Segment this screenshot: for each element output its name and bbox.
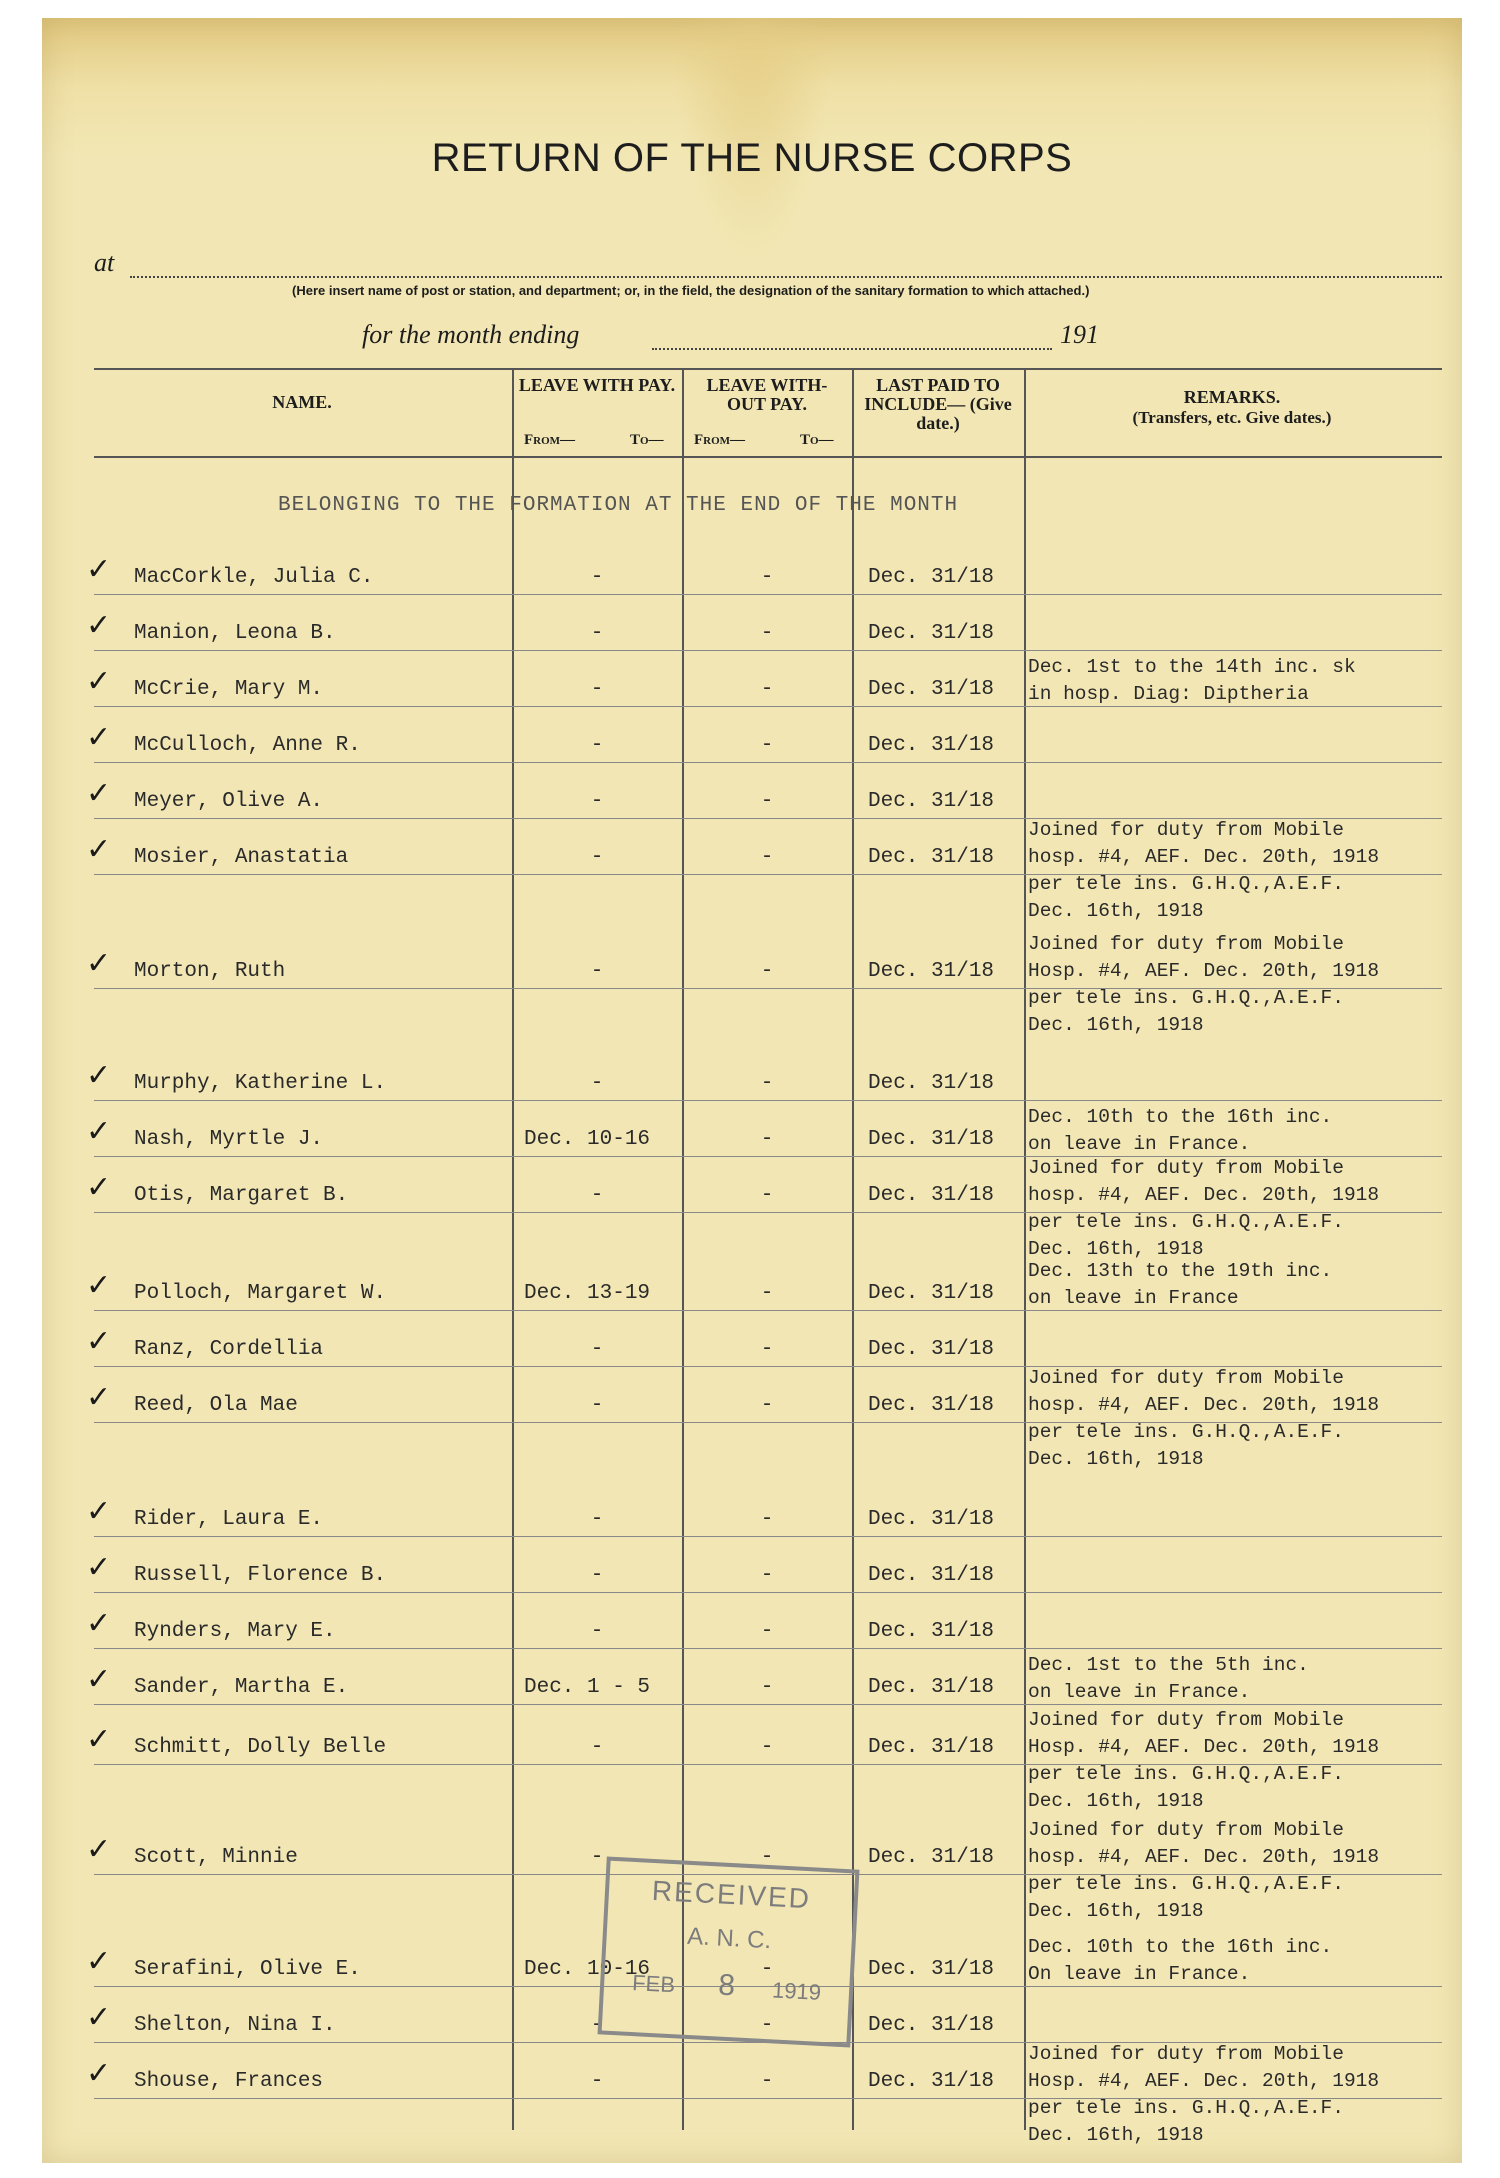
nurse-name: Scott, Minnie	[134, 1846, 298, 1869]
checkmark-icon: ✓	[86, 1832, 112, 1867]
section-label: BELONGING TO THE FORMATION AT THE END OF THE MONTH	[278, 494, 959, 517]
checkmark-icon: ✓	[86, 552, 112, 587]
stamp-line2: A. N. C.	[686, 1922, 772, 1955]
nurse-name: Murphy, Katherine L.	[134, 1072, 387, 1095]
leave-without-pay: -	[760, 1128, 774, 1151]
checkmark-icon: ✓	[86, 1944, 112, 1979]
checkmark-icon: ✓	[86, 2056, 112, 2091]
leave-without-pay: -	[760, 1072, 774, 1095]
col-divider	[512, 370, 514, 2130]
header-last-paid: LAST PAID TO INCLUDE— (Give date.)	[864, 375, 1012, 433]
header-to: To—	[800, 432, 834, 448]
nurse-name: Manion, Leona B.	[134, 622, 336, 645]
last-paid-date: Dec. 31/18	[868, 790, 995, 813]
remarks-line: per tele ins. G.H.Q.,A.E.F.	[1028, 1873, 1344, 1895]
row-rule	[94, 1764, 1442, 1765]
instruction-note: (Here insert name of post or station, and department; or, in the field, the designation of the sanitary formation to which attached.)	[292, 283, 1090, 298]
leave-with-pay: -	[590, 2014, 604, 2037]
nurse-name: Nash, Myrtle J.	[134, 1128, 324, 1151]
checkmark-icon: ✓	[86, 1494, 112, 1529]
remarks-line: on leave in France	[1028, 1287, 1239, 1309]
row-rule	[94, 1648, 1442, 1649]
leave-with-pay: -	[590, 1508, 604, 1531]
leave-without-pay: -	[760, 678, 774, 701]
remarks-line: on leave in France.	[1028, 1133, 1251, 1155]
leave-without-pay: -	[760, 566, 774, 589]
nurse-name: Sander, Martha E.	[134, 1676, 349, 1699]
header-leave-without-pay: LEAVE WITH- OUT PAY.	[706, 375, 828, 414]
checkmark-icon: ✓	[86, 1324, 112, 1359]
month-line	[652, 348, 1052, 350]
leave-without-pay: -	[760, 790, 774, 813]
row-rule	[94, 1422, 1442, 1423]
leave-with-pay: -	[590, 1620, 604, 1643]
remarks-line: Joined for duty from Mobile	[1028, 1709, 1344, 1731]
header-from: From—	[694, 432, 746, 448]
remarks-line: Dec. 10th to the 16th inc.	[1028, 1106, 1333, 1128]
last-paid-date: Dec. 31/18	[868, 2014, 995, 2037]
last-paid-date: Dec. 31/18	[868, 566, 995, 589]
checkmark-icon: ✓	[86, 1170, 112, 1205]
leave-with-pay: -	[590, 678, 604, 701]
last-paid-date: Dec. 31/18	[868, 1676, 995, 1699]
header-remarks: REMARKS.	[1183, 387, 1281, 407]
last-paid-date: Dec. 31/18	[868, 1508, 995, 1531]
leave-with-pay: -	[590, 734, 604, 757]
last-paid-date: Dec. 31/18	[868, 846, 995, 869]
leave-with-pay: Dec. 10-16	[524, 1958, 651, 1981]
leave-with-pay: Dec. 13-19	[524, 1282, 651, 1305]
remarks-line: in hosp. Diag: Diptheria	[1028, 683, 1309, 705]
row-rule	[94, 874, 1442, 875]
leave-with-pay: -	[590, 2070, 604, 2093]
remarks-line: Dec. 16th, 1918	[1028, 1900, 1204, 1922]
at-label: at	[94, 248, 115, 277]
year-prefix: 191	[1060, 320, 1099, 349]
leave-without-pay: -	[760, 1564, 774, 1587]
checkmark-icon: ✓	[86, 608, 112, 643]
nurse-name: Shouse, Frances	[134, 2070, 324, 2093]
leave-with-pay: -	[590, 1072, 604, 1095]
nurse-name: Rynders, Mary E.	[134, 1620, 336, 1643]
checkmark-icon: ✓	[86, 1268, 112, 1303]
last-paid-date: Dec. 31/18	[868, 1184, 995, 1207]
header-bottom-rule	[94, 456, 1442, 458]
remarks-line: Hosp. #4, AEF. Dec. 20th, 1918	[1028, 2070, 1380, 2092]
leave-without-pay: -	[760, 846, 774, 869]
leave-without-pay: -	[760, 1736, 774, 1759]
remarks-line: Dec. 16th, 1918	[1028, 2124, 1204, 2146]
header-to: To—	[630, 432, 664, 448]
last-paid-date: Dec. 31/18	[868, 1736, 995, 1759]
leave-without-pay: -	[760, 960, 774, 983]
row-rule	[94, 2098, 1442, 2099]
remarks-line: hosp. #4, AEF. Dec. 20th, 1918	[1028, 846, 1380, 868]
leave-without-pay: -	[760, 1958, 774, 1981]
nurse-name: Mosier, Anastatia	[134, 846, 349, 869]
last-paid-date: Dec. 31/18	[868, 1620, 995, 1643]
remarks-line: Dec. 16th, 1918	[1028, 1238, 1204, 1260]
nurse-name: McCrie, Mary M.	[134, 678, 324, 701]
stamp-day: 8	[717, 1968, 736, 2003]
remarks-line: hosp. #4, AEF. Dec. 20th, 1918	[1028, 1846, 1380, 1868]
remarks-line: per tele ins. G.H.Q.,A.E.F.	[1028, 987, 1344, 1009]
remarks-line: Hosp. #4, AEF. Dec. 20th, 1918	[1028, 960, 1380, 982]
last-paid-date: Dec. 31/18	[868, 678, 995, 701]
leave-without-pay: -	[760, 1508, 774, 1531]
remarks-line: Joined for duty from Mobile	[1028, 819, 1344, 841]
month-label: for the month ending	[362, 320, 580, 349]
leave-with-pay: Dec. 10-16	[524, 1128, 651, 1151]
remarks-line: Joined for duty from Mobile	[1028, 933, 1344, 955]
leave-without-pay: -	[760, 2070, 774, 2093]
remarks-line: Joined for duty from Mobile	[1028, 2043, 1344, 2065]
leave-without-pay: -	[760, 1676, 774, 1699]
last-paid-date: Dec. 31/18	[868, 1846, 995, 1869]
remarks-line: per tele ins. G.H.Q.,A.E.F.	[1028, 1421, 1344, 1443]
leave-without-pay: -	[760, 2014, 774, 2037]
table-top-rule	[94, 368, 1442, 370]
leave-with-pay: -	[590, 846, 604, 869]
checkmark-icon: ✓	[86, 1114, 112, 1149]
leave-with-pay: -	[590, 1338, 604, 1361]
checkmark-icon: ✓	[86, 1722, 112, 1757]
leave-with-pay: Dec. 1 - 5	[524, 1676, 651, 1699]
nurse-name: Schmitt, Dolly Belle	[134, 1736, 387, 1759]
checkmark-icon: ✓	[86, 1550, 112, 1585]
remarks-line: per tele ins. G.H.Q.,A.E.F.	[1028, 2097, 1344, 2119]
leave-without-pay: -	[760, 1184, 774, 1207]
row-rule	[94, 1704, 1442, 1705]
leave-with-pay: -	[590, 1846, 604, 1869]
last-paid-date: Dec. 31/18	[868, 1282, 995, 1305]
remarks-line: on leave in France.	[1028, 1681, 1251, 1703]
nurse-name: Rider, Laura E.	[134, 1508, 324, 1531]
remarks-line: Dec. 16th, 1918	[1028, 1014, 1204, 1036]
nurse-name: Russell, Florence B.	[134, 1564, 387, 1587]
remarks-line: Dec. 13th to the 19th inc.	[1028, 1260, 1333, 1282]
remarks-line: Joined for duty from Mobile	[1028, 1367, 1344, 1389]
nurse-name: Morton, Ruth	[134, 960, 286, 983]
col-divider	[852, 370, 854, 2130]
checkmark-icon: ✓	[86, 832, 112, 867]
header-from: From—	[524, 432, 576, 448]
remarks-line: per tele ins. G.H.Q.,A.E.F.	[1028, 1211, 1344, 1233]
last-paid-date: Dec. 31/18	[868, 734, 995, 757]
last-paid-date: Dec. 31/18	[868, 1072, 995, 1095]
checkmark-icon: ✓	[86, 1380, 112, 1415]
leave-with-pay: -	[590, 1736, 604, 1759]
leave-with-pay: -	[590, 790, 604, 813]
leave-with-pay: -	[590, 566, 604, 589]
station-line	[130, 276, 1442, 278]
last-paid-date: Dec. 31/18	[868, 960, 995, 983]
stamp-line1: RECEIVED	[651, 1874, 812, 1915]
last-paid-date: Dec. 31/18	[868, 1338, 995, 1361]
nurse-name: Serafini, Olive E.	[134, 1958, 361, 1981]
leave-with-pay: -	[590, 1184, 604, 1207]
nurse-name: Ranz, Cordellia	[134, 1338, 324, 1361]
remarks-line: Dec. 1st to the 5th inc.	[1028, 1654, 1309, 1676]
checkmark-icon: ✓	[86, 2000, 112, 2035]
row-rule	[94, 1536, 1442, 1537]
leave-with-pay: -	[590, 622, 604, 645]
remarks-line: Joined for duty from Mobile	[1028, 1157, 1344, 1179]
col-divider	[1024, 370, 1026, 2130]
leave-without-pay: -	[760, 1620, 774, 1643]
last-paid-date: Dec. 31/18	[868, 2070, 995, 2093]
row-rule	[94, 1592, 1442, 1593]
stamp-year: 1919	[771, 1977, 822, 2005]
row-rule	[94, 706, 1442, 707]
remarks-line: Hosp. #4, AEF. Dec. 20th, 1918	[1028, 1736, 1380, 1758]
remarks-line: hosp. #4, AEF. Dec. 20th, 1918	[1028, 1184, 1380, 1206]
leave-with-pay: -	[590, 1394, 604, 1417]
received-stamp	[598, 1857, 860, 2048]
remarks-line: Dec. 10th to the 16th inc.	[1028, 1936, 1333, 1958]
nurse-name: Polloch, Margaret W.	[134, 1282, 387, 1305]
checkmark-icon: ✓	[86, 1058, 112, 1093]
row-rule	[94, 1310, 1442, 1311]
checkmark-icon: ✓	[86, 720, 112, 755]
remarks-line: Dec. 16th, 1918	[1028, 1790, 1204, 1812]
checkmark-icon: ✓	[86, 1606, 112, 1641]
nurse-name: Meyer, Olive A.	[134, 790, 324, 813]
remarks-line: Dec. 1st to the 14th inc. sk	[1028, 656, 1356, 678]
remarks-line: per tele ins. G.H.Q.,A.E.F.	[1028, 873, 1344, 895]
checkmark-icon: ✓	[86, 1662, 112, 1697]
remarks-line: On leave in France.	[1028, 1963, 1251, 1985]
last-paid-date: Dec. 31/18	[868, 1564, 995, 1587]
leave-without-pay: -	[760, 1338, 774, 1361]
leave-without-pay: -	[760, 1282, 774, 1305]
checkmark-icon: ✓	[86, 776, 112, 811]
row-rule	[94, 988, 1442, 989]
remarks-line: per tele ins. G.H.Q.,A.E.F.	[1028, 1763, 1344, 1785]
last-paid-date: Dec. 31/18	[868, 622, 995, 645]
last-paid-date: Dec. 31/18	[868, 1128, 995, 1151]
leave-without-pay: -	[760, 622, 774, 645]
leave-without-pay: -	[760, 1846, 774, 1869]
row-rule	[94, 1212, 1442, 1213]
document-sheet	[42, 18, 1462, 2163]
row-rule	[94, 1100, 1442, 1101]
leave-with-pay: -	[590, 960, 604, 983]
row-rule	[94, 650, 1442, 651]
row-rule	[94, 594, 1442, 595]
checkmark-icon: ✓	[86, 946, 112, 981]
header-leave-with-pay: LEAVE WITH PAY.	[518, 375, 676, 395]
leave-with-pay: -	[590, 1564, 604, 1587]
header-name: NAME.	[272, 392, 332, 412]
form-title: RETURN OF THE NURSE CORPS	[431, 136, 1073, 180]
remarks-line: hosp. #4, AEF. Dec. 20th, 1918	[1028, 1394, 1380, 1416]
nurse-name: Reed, Ola Mae	[134, 1394, 298, 1417]
checkmark-icon: ✓	[86, 664, 112, 699]
last-paid-date: Dec. 31/18	[868, 1394, 995, 1417]
remarks-line: Dec. 16th, 1918	[1028, 1448, 1204, 1470]
header-remarks-sub: (Transfers, etc. Give dates.)	[1132, 408, 1332, 427]
nurse-name: Otis, Margaret B.	[134, 1184, 349, 1207]
last-paid-date: Dec. 31/18	[868, 1958, 995, 1981]
leave-without-pay: -	[760, 734, 774, 757]
stamp-month: FEB	[631, 1970, 676, 1998]
nurse-name: Shelton, Nina I.	[134, 2014, 336, 2037]
remarks-line: Dec. 16th, 1918	[1028, 900, 1204, 922]
nurse-name: McCulloch, Anne R.	[134, 734, 361, 757]
row-rule	[94, 762, 1442, 763]
remarks-line: Joined for duty from Mobile	[1028, 1819, 1344, 1841]
leave-without-pay: -	[760, 1394, 774, 1417]
nurse-name: MacCorkle, Julia C.	[134, 566, 374, 589]
